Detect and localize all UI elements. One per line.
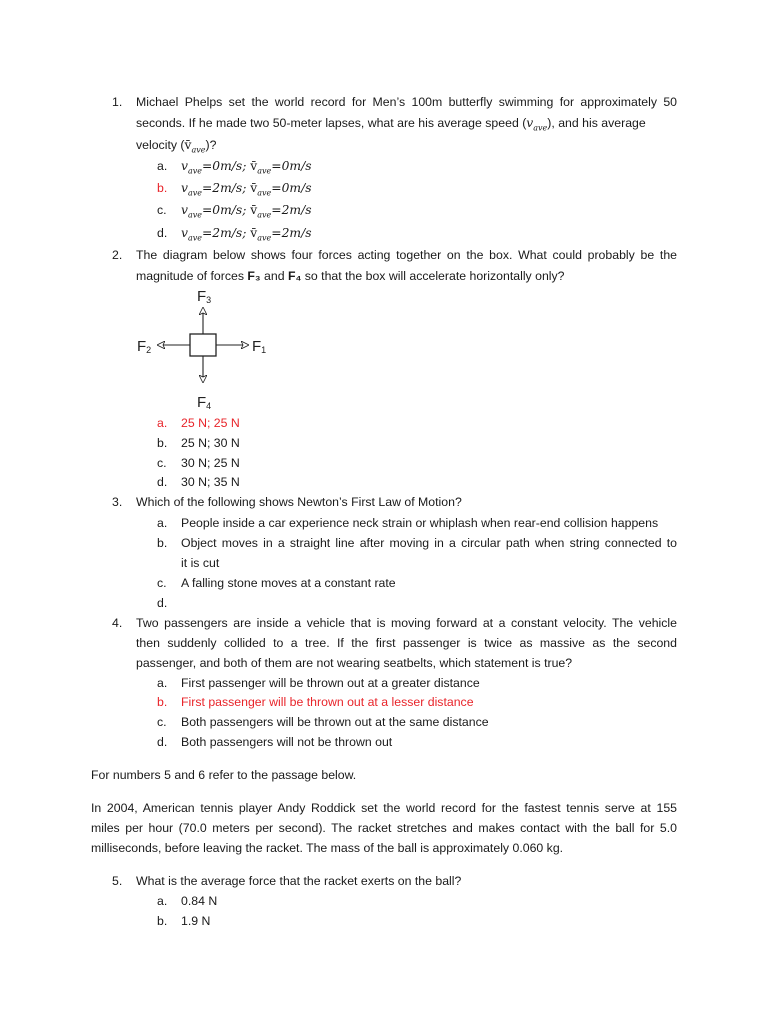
q5-option-a-letter: a. — [157, 894, 168, 908]
question-4-line-1: Two passengers are inside a vehicle that is moving forward at a constant velocity. The vehicle — [136, 616, 677, 630]
q5-option-a: 0.84 N — [181, 894, 218, 908]
question-1-line-2 — [136, 115, 677, 136]
q4-option-d: Both passengers will not be thrown out — [181, 735, 393, 749]
q3-option-d-letter: d. — [157, 596, 168, 610]
label-f2: F2 — [137, 338, 152, 355]
q1-option-a-letter: a. — [157, 159, 168, 173]
q4-option-b: First passenger will be thrown out at a lesser distance — [181, 695, 474, 709]
q4-option-a-letter: a. — [157, 676, 168, 690]
question-4-number: 4. — [112, 616, 123, 630]
q3-option-a-letter: a. — [157, 516, 168, 530]
q1-option-a: $v_{ave}=0m/s$; $v̄_{ave}=0m/s$ — [181, 159, 312, 176]
q1-option-b-letter: b. — [157, 181, 168, 195]
question-2-number: 2. — [112, 248, 123, 262]
q4-option-c: Both passengers will be thrown out at the same distance — [181, 715, 489, 729]
passage-line-3: milliseconds, before leaving the racket. The mass of the ball is approximately 0.060 kg. — [91, 841, 564, 855]
question-2-line-1: The diagram below shows four forces acting together on the box. What could probably be the — [136, 248, 677, 262]
q2-option-b-letter: b. — [157, 436, 168, 450]
q1-option-c: $v_{ave}=0m/s$; $v̄_{ave}=2m/s$ — [181, 203, 312, 220]
question-5-number: 5. — [112, 874, 123, 888]
passage-note: For numbers 5 and 6 refer to the passage below. — [91, 768, 357, 782]
passage-line-2: miles per hour (70.0 meters per second). The racket stretches and makes contact with the ball for 5.0 — [91, 821, 677, 835]
question-3-number: 3. — [112, 495, 123, 509]
q5-option-b-letter: b. — [157, 914, 168, 928]
label-f4: F4 — [197, 394, 212, 411]
q4-option-b-letter: b. — [157, 695, 168, 709]
question-1-text-a: seconds. If he made two 50-meter lapses, what are his average speed ( — [136, 116, 527, 130]
question-5-line-1: What is the average force that the racket exerts on the ball? — [136, 874, 462, 888]
question-2-line-2: magnitude of forces F₃ and F₄ so that the box will accelerate horizontally only? — [136, 269, 565, 283]
passage-line-1: In 2004, American tennis player Andy Roddick set the world record for the fastest tennis serve at 155 — [91, 801, 677, 815]
label-f1: F1 — [252, 338, 267, 355]
q3-option-b-cont: it is cut — [181, 556, 220, 570]
q3-option-c: A falling stone moves at a constant rate — [181, 576, 396, 590]
q3-option-b: Object moves in a straight line after moving in a circular path when string connected to — [181, 536, 677, 550]
q1-option-d: $v_{ave}=2m/s$; $v̄_{ave}=2m/s$ — [181, 226, 312, 243]
q1-option-b: $v_{ave}=2m/s$; $v̄_{ave}=0m/s$ — [181, 181, 312, 198]
force-diagram — [134, 286, 270, 412]
question-1-text-b: ), and his average — [547, 116, 646, 130]
question-1-line-1: Michael Phelps set the world record for Men’s 100m butterfly swimming for approximately 50 — [136, 95, 677, 109]
q4-option-a: First passenger will be thrown out at a greater distance — [181, 676, 480, 690]
question-1-line-3: velocity $(v̄_{ave})$? — [136, 138, 217, 155]
question-4-line-3: passenger, and both of them are not wearing seatbelts, which statement is true? — [136, 656, 573, 670]
q2-option-d-letter: d. — [157, 475, 168, 489]
q3-option-b-letter: b. — [157, 536, 168, 550]
q4-option-c-letter: c. — [157, 715, 167, 729]
question-4-line-2: then suddenly collided to a tree. If the first passenger is twice as massive as the second — [136, 636, 677, 650]
q2-option-b: 25 N; 30 N — [181, 436, 240, 450]
vbar-ave-symbol: $v̄_{ave}$ — [184, 138, 206, 155]
q1-option-d-letter: d. — [157, 226, 168, 240]
q3-option-a: People inside a car experience neck strain or whiplash when rear-end collision happens — [181, 516, 659, 530]
box — [190, 334, 216, 356]
q2-option-c: 30 N; 25 N — [181, 456, 240, 470]
q4-option-d-letter: d. — [157, 735, 168, 749]
q5-option-b: 1.9 N — [181, 914, 211, 928]
question-3-line-1: Which of the following shows Newton’s First Law of Motion? — [136, 495, 462, 509]
q2-option-a: 25 N; 25 N — [181, 416, 240, 430]
v-ave-symbol: $v_{ave}$ — [526, 116, 548, 133]
question-1-number: 1. — [112, 95, 123, 109]
q2-option-d: 30 N; 35 N — [181, 475, 240, 489]
q2-option-c-letter: c. — [157, 456, 167, 470]
q2-option-a-letter: a. — [157, 416, 168, 430]
label-f3: F3 — [197, 288, 212, 305]
q1-option-c-letter: c. — [157, 203, 167, 217]
q3-option-c-letter: c. — [157, 576, 167, 590]
